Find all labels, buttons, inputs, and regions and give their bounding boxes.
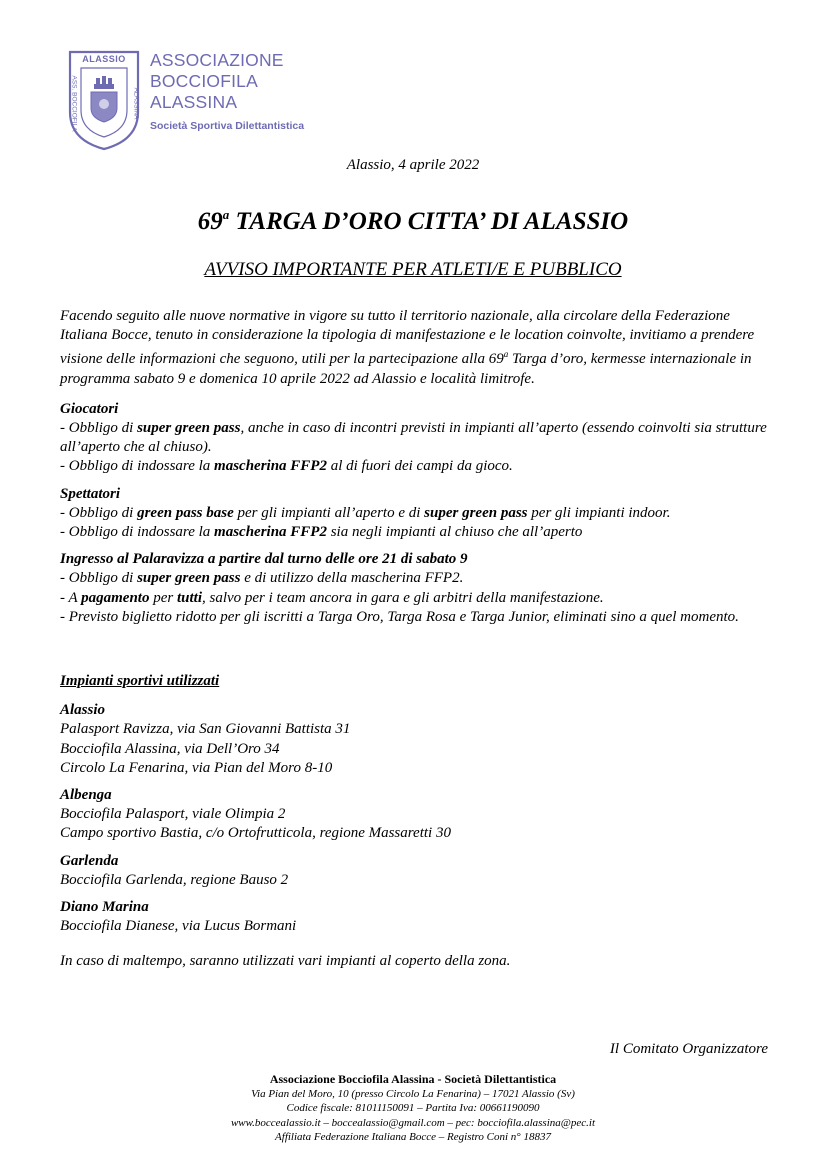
- footer-address: Via Pian del Moro, 10 (presso Circolo La Fenarina) – 17021 Alassio (Sv): [251, 1087, 575, 1100]
- rule-line: - Obbligo di green pass base per gli impianti all’aperto e di super green pass per gli impianti indoor.: [60, 504, 671, 521]
- title-text: TARGA D’ORO CITTA’ DI ALASSIO: [229, 208, 629, 235]
- document-subtitle: AVVISO IMPORTANTE PER ATLETI/E E PUBBLICO: [204, 259, 622, 280]
- rule-line: - A pagamento per tutti, salvo per i team ancora in gara e gli arbitri della manifestazione.: [60, 589, 604, 606]
- venue-town: Garlenda: [60, 852, 119, 869]
- venue-group-diano-marina: [60, 898, 772, 936]
- intro-ordinal: a: [503, 349, 509, 360]
- venue-group-garlenda: [60, 852, 772, 890]
- closing-note: In caso di maltempo, saranno utilizzati vari impianti al coperto della zona.: [60, 953, 511, 970]
- title-number: 69: [197, 208, 223, 235]
- venue-item: Bocciofila Palasport, viale Olimpia 2: [60, 806, 286, 823]
- crest-right-text: ALASSINA: [132, 87, 140, 120]
- association-logo: [66, 48, 326, 152]
- intro-text-1: Facendo seguito alle nuove normative in vigore su tutto il territorio nazionale, alla circolare della Federazione Italiana Bocce, tenuto in considerazione la tipologia di manifestazione e le location coinvolte, invitiamo a prendere visione delle informazioni che seguono, utili per la partecipazione alla 69: [60, 308, 755, 368]
- section-heading: Giocatori: [60, 400, 119, 417]
- venue-group-alassio: [60, 701, 772, 778]
- title-ordinal: a: [222, 207, 230, 222]
- document-body: [60, 307, 772, 972]
- document-date: Alassio, 4 aprile 2022: [346, 157, 480, 173]
- venues-heading: Impianti sportivi utilizzati: [60, 673, 220, 690]
- rule-line: - Previsto biglietto ridotto per gli iscritti a Targa Oro, Targa Rosa e Targa Junior, eliminati sino a quel momento.: [60, 608, 739, 625]
- rule-line: - Obbligo di indossare la mascherina FFP2 sia negli impianti al chiuso che all’aperto: [60, 524, 583, 541]
- venue-group-albenga: [60, 786, 772, 844]
- venue-town: Albenga: [60, 787, 112, 804]
- intro-paragraph: [60, 307, 772, 389]
- section-ingresso: [60, 550, 772, 627]
- footer-contacts: www.boccealassio.it – boccealassio@gmail.com – pec: bocciofila.alassina@pec.it: [230, 1116, 596, 1129]
- crest-left-text: ASS. BOCCIOFILA: [70, 75, 78, 132]
- section-spettatori: [60, 485, 772, 543]
- venue-item: Bocciofila Alassina, via Dell’Oro 34: [60, 740, 280, 757]
- association-name: [150, 50, 284, 113]
- document-title: [0, 207, 826, 236]
- venue-item: Bocciofila Garlenda, regione Bauso 2: [60, 871, 289, 888]
- rule-line: - Obbligo di indossare la mascherina FFP2 al di fuori dei campi da gioco.: [60, 458, 513, 475]
- venue-item: Palasport Ravizza, via San Giovanni Battista 31: [60, 721, 351, 738]
- signature: Il Comitato Organizzatore: [609, 1041, 768, 1057]
- venue-item: Bocciofila Dianese, via Lucus Bormani: [60, 918, 297, 935]
- association-subtitle: Società Sportiva Dilettantistica: [150, 120, 305, 132]
- section-giocatori: [60, 400, 772, 477]
- org-line-3: ALASSINA: [150, 92, 238, 112]
- footer-title: Associazione Bocciofila Alassina - Società Dilettantistica: [269, 1072, 557, 1086]
- section-heading: Spettatori: [60, 485, 121, 502]
- footer: [0, 1072, 826, 1145]
- org-line-1: ASSOCIAZIONE: [150, 50, 284, 70]
- intro-text-2: Targa d’oro, kermesse internazionale in programma sabato 9 e domenica 10 aprile 2022 ad Alassio e località limitrofe.: [60, 351, 752, 387]
- section-heading: Ingresso al Palaravizza a partire dal turno delle ore 21 di sabato 9: [60, 551, 468, 568]
- crest-top-text: ALASSIO: [82, 54, 126, 64]
- venue-town: Alassio: [60, 702, 106, 719]
- rule-line: - Obbligo di super green pass e di utilizzo della mascherina FFP2.: [60, 570, 464, 587]
- org-line-2: BOCCIOFILA: [150, 71, 258, 91]
- venue-item: Circolo La Fenarina, via Pian del Moro 8-10: [60, 759, 333, 776]
- footer-affiliation: Affiliata Federazione Italiana Bocce – Registro Coni n° 18837: [275, 1131, 551, 1144]
- venue-item: Campo sportivo Bastia, c/o Ortofrutticola, regione Massaretti 30: [60, 825, 451, 842]
- footer-fiscal: Codice fiscale: 81011150091 – Partita Iva: 00661190090: [286, 1102, 540, 1115]
- rule-line: - Obbligo di super green pass, anche in caso di incontri previsti in impianti all’aperto (essendo coinvolti sia strutture all’aperto che al chiuso).: [60, 420, 767, 456]
- venue-town: Diano Marina: [60, 899, 149, 916]
